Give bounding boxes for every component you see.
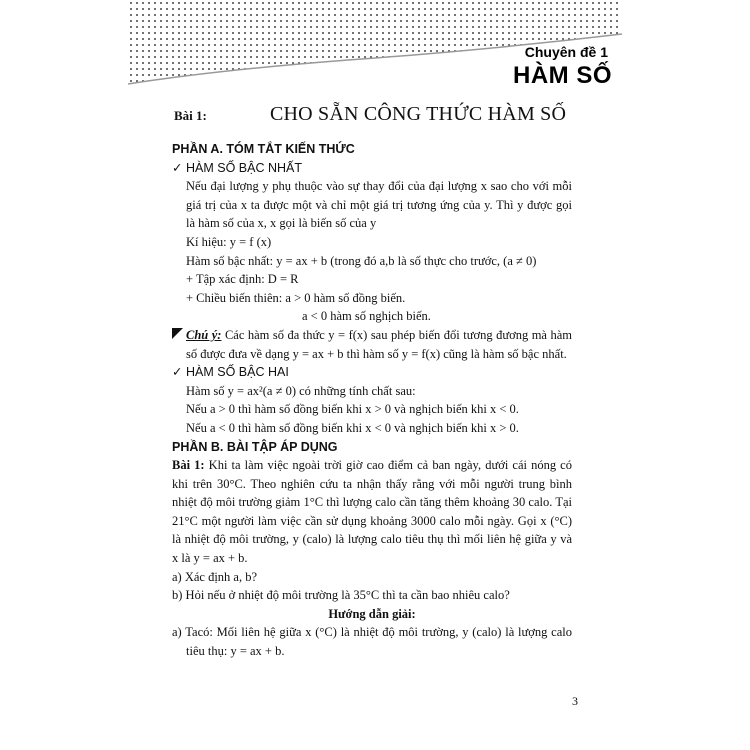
lesson-title: [174, 103, 614, 126]
chapter-title: HÀM SỐ: [513, 62, 612, 89]
book-page: [128, 0, 622, 720]
notation-line: Kí hiệu: y = f (x): [186, 234, 272, 249]
monotonic-line-2: a < 0 hàm số nghịch biến.: [302, 309, 431, 324]
quadratic-function-title: HÀM SỐ BẬC HAI: [186, 365, 289, 380]
question-a: a) Xác định a, b?: [172, 569, 258, 584]
corner-arrow-icon: [172, 326, 186, 363]
check-icon: ✓: [172, 365, 183, 380]
quadratic-function-heading: [172, 363, 572, 382]
chapter-label: Chuyên đề 1: [524, 44, 608, 60]
quadratic-intro: Hàm số y = ax²(a ≠ 0) có những tính chất sau:: [186, 383, 416, 398]
page-number: 3: [572, 694, 578, 708]
note-text: [186, 326, 572, 363]
question-b: b) Hỏi nếu ở nhiệt độ môi trường là 35°C thì ta cần bao nhiêu calo?: [172, 588, 510, 603]
note-block: [172, 326, 572, 363]
check-icon: ✓: [172, 160, 183, 175]
linear-function-title: HÀM SỐ BẬC NHẤT: [186, 160, 302, 175]
lesson-heading: CHO SẴN CÔNG THỨC HÀM SỐ: [270, 103, 567, 125]
monotonic-line-1: + Chiều biến thiên: a > 0 hàm số đồng biến.: [186, 290, 406, 305]
domain-line: + Tập xác định: D = R: [186, 272, 299, 287]
quadratic-case-negative: Nếu a < 0 thì hàm số đồng biến khi x < 0 và nghịch biến khi x > 0.: [186, 420, 519, 435]
note-label: Chú ý:: [186, 327, 222, 342]
linear-definition-paragraph: Nếu đại lượng y phụ thuộc vào sự thay đổi của đại lượng x sao cho với mỗi giá trị của x ta được một và chỉ một giá trị tương ứng của y. Thì y được gọi là hàm số của x, x gọi là biến số của y: [186, 179, 572, 231]
linear-function-heading: [172, 159, 572, 178]
quadratic-case-positive: Nếu a > 0 thì hàm số đồng biến khi x > 0 và nghịch biến khi x < 0.: [186, 402, 519, 417]
linear-formula-line: Hàm số bậc nhất: y = ax + b (trong đó a,b là số thực cho trước, (a ≠ 0): [186, 253, 537, 268]
note-body: Các hàm số đa thức y = f(x) sau phép biến đổi tương đương mà hàm số được đưa về dạng y = ax + b thì hàm số y = f(x) cũng là hàm số bậc nhất.: [186, 327, 572, 361]
solution-heading: Hướng dẫn giải:: [328, 606, 416, 621]
lesson-number: Bài 1:: [174, 108, 207, 123]
part-b-heading: PHẦN B. BÀI TẬP ÁP DỤNG: [172, 439, 338, 454]
exercise-1-text: Khi ta làm việc ngoài trời giờ cao điểm cả ban ngày, dưới cái nóng có khi trên 30°C. Theo nghiên cứu ta nhận thấy rằng với mỗi người trung bình nhiệt độ môi trường giảm 1°C thì lượng calo cần tăng thêm khoảng 30 calo. Tại 21°C một người làm việc cần sử dụng khoảng 3000 calo mỗi ngày. Gọi x (°C) là nhiệt độ môi trường, y (calo) là lượng calo tiêu thụ thì mối liên hệ giữa y và x là y = ax + b.: [172, 458, 572, 566]
solution-a: a) Tacó: Mối liên hệ giữa x (°C) là nhiệt độ môi trường, y (calo) là lượng calo tiêu thụ: y = ax + b.: [172, 625, 572, 659]
page-content: [172, 140, 572, 661]
part-a-heading: PHẦN A. TÓM TẮT KIẾN THỨC: [172, 142, 355, 156]
exercise-1-paragraph: [172, 456, 572, 568]
exercise-1-label: Bài 1:: [172, 458, 205, 473]
